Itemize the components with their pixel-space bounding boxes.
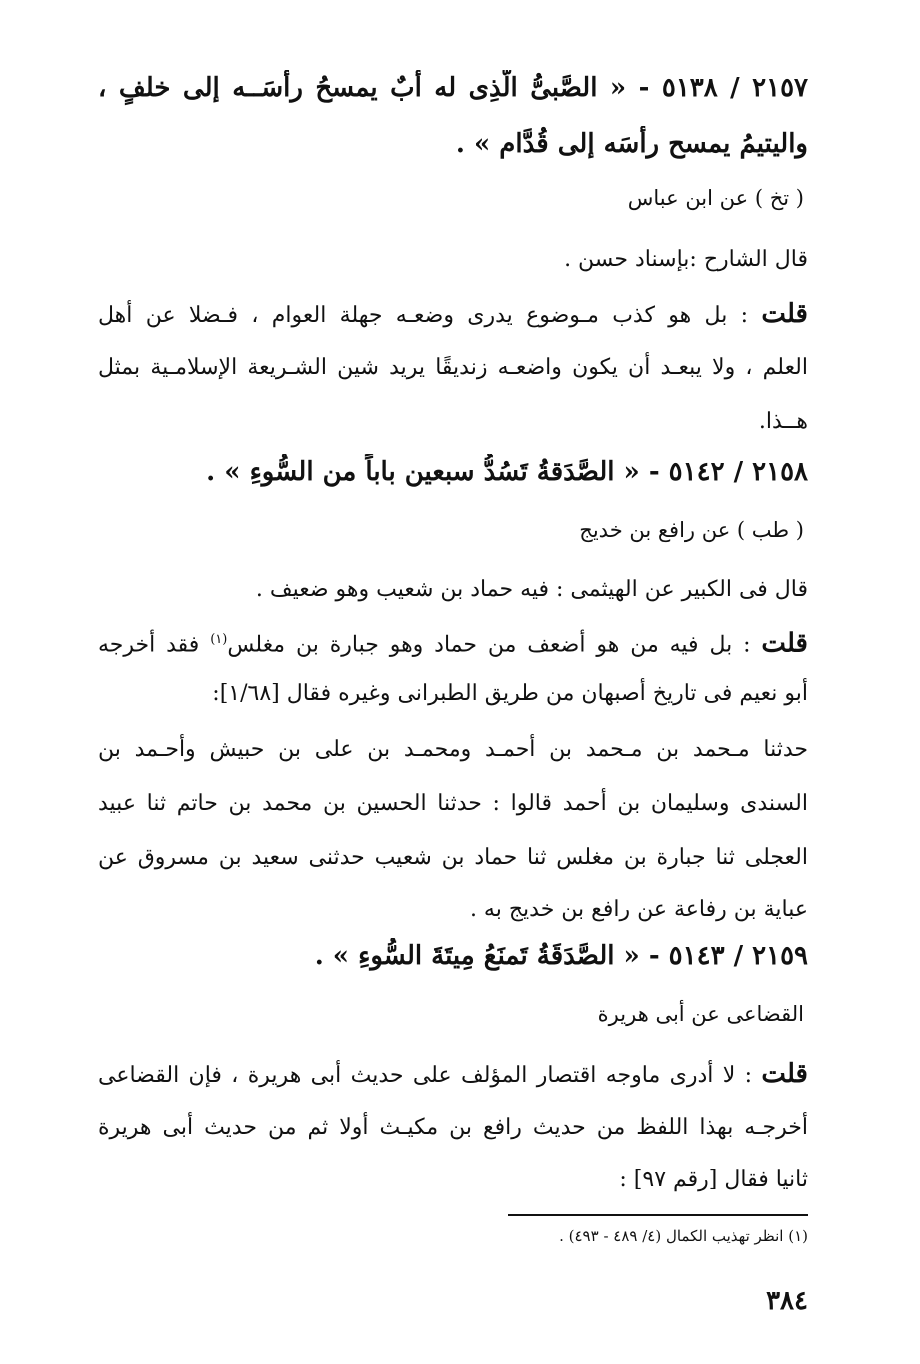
isnad-line-2: السندى وسليمان بن أحمد قالوا : حدثنا الحسين بن محمد بن حاتم ثنا عبيد (98, 791, 808, 816)
sharih-comment: قال الشارح :بإسناد حسن . (564, 247, 808, 272)
qult-3-line-1 (98, 1056, 808, 1094)
hadith-2157-source: ( تخ ) عن ابن عباس (627, 186, 804, 210)
page-number: ٣٨٤ (766, 1286, 808, 1316)
qult-1-line-3: هــذا. (758, 409, 808, 434)
qult-label: قلت (761, 628, 808, 659)
kabir-comment: قال فى الكبير عن الهيثمى : فيه حماد بن شعيب وهو ضعيف . (255, 577, 808, 602)
qult-2-text-end: فقد أخرجه (98, 632, 200, 658)
qult-3-line-2: أخرجـه بهذا اللفظ من حديث رافع بن مكيـث أولا ثم من حديث أبى هريرة (98, 1115, 808, 1140)
footnote-ref: (١) (210, 632, 228, 647)
hadith-2158-source: ( طب ) عن رافع بن خديج (579, 518, 804, 542)
qult-label: قلت (761, 299, 808, 329)
qult-label: قلت (761, 1059, 808, 1089)
hadith-2157-line-1: ٢١٥٧ / ٥١٣٨ - « الصَّبىُّ الَّذِى له أبٌ يمسحُ رأسَــه إلى خلفٍ ، (98, 73, 808, 103)
isnad-line-1: حدثنا مـحمد بن مـحمد بن أحمـد ومحمـد بن على بن حبيش وأحـمد بن (98, 737, 808, 762)
qult-3-text: : لا أدرى ماوجه اقتصار المؤلف على حديث أبى هريرة ، فإن القضاعى (98, 1063, 753, 1088)
qult-3-line-3: ثانيا فقال [رقم ٩٧] : (619, 1167, 808, 1192)
qult-2-line-2: أبو نعيم فى تاريخ أصبهان من طريق الطبرانى وغيره فقال [١/٦٨]: (212, 681, 808, 706)
qult-2-line-1 (98, 622, 808, 663)
hadith-2159-source: القضاعى عن أبى هريرة (597, 1002, 804, 1026)
hadith-2158: ٢١٥٨ / ٥١٤٢ - « الصَّدَقةُ تَسُدُّ سبعين باباً من السُّوءِ » . (206, 457, 808, 487)
qult-2-text: : بل فيه من هو أضعف من حماد وهو جبارة بن مغلس (227, 632, 751, 658)
qult-1-line-1 (98, 296, 808, 334)
hadith-2157-line-2: واليتيمُ يمسح رأسَه إلى قُدَّام » . (455, 129, 808, 159)
isnad-line-4: عباية بن رفاعة عن رافع بن خديج به . (469, 897, 808, 922)
isnad-line-3: العجلى ثنا جبارة بن مغلس ثنا حماد بن شعيب حدثنى سعيد بن مسروق عن (98, 845, 808, 870)
footnote-divider (508, 1214, 808, 1216)
qult-1-text: : بل هو كذب مـوضوع يدرى وضعـه جهلة العوام ، فـضلا عن أهل (98, 303, 749, 328)
footnote: (١) انظر تهذيب الكمال (٤/ ٤٨٩ - ٤٩٣) . (559, 1227, 808, 1245)
qult-1-line-2: العلم ، ولا يبعـد أن يكون واضعـه زنديقًا يريد شين الشـريعة الإسلامـية بمثل (98, 355, 808, 380)
hadith-2159: ٢١٥٩ / ٥١٤٣ - « الصَّدَقَةُ تَمنَعُ مِيتَةَ السُّوءِ » . (314, 941, 808, 971)
